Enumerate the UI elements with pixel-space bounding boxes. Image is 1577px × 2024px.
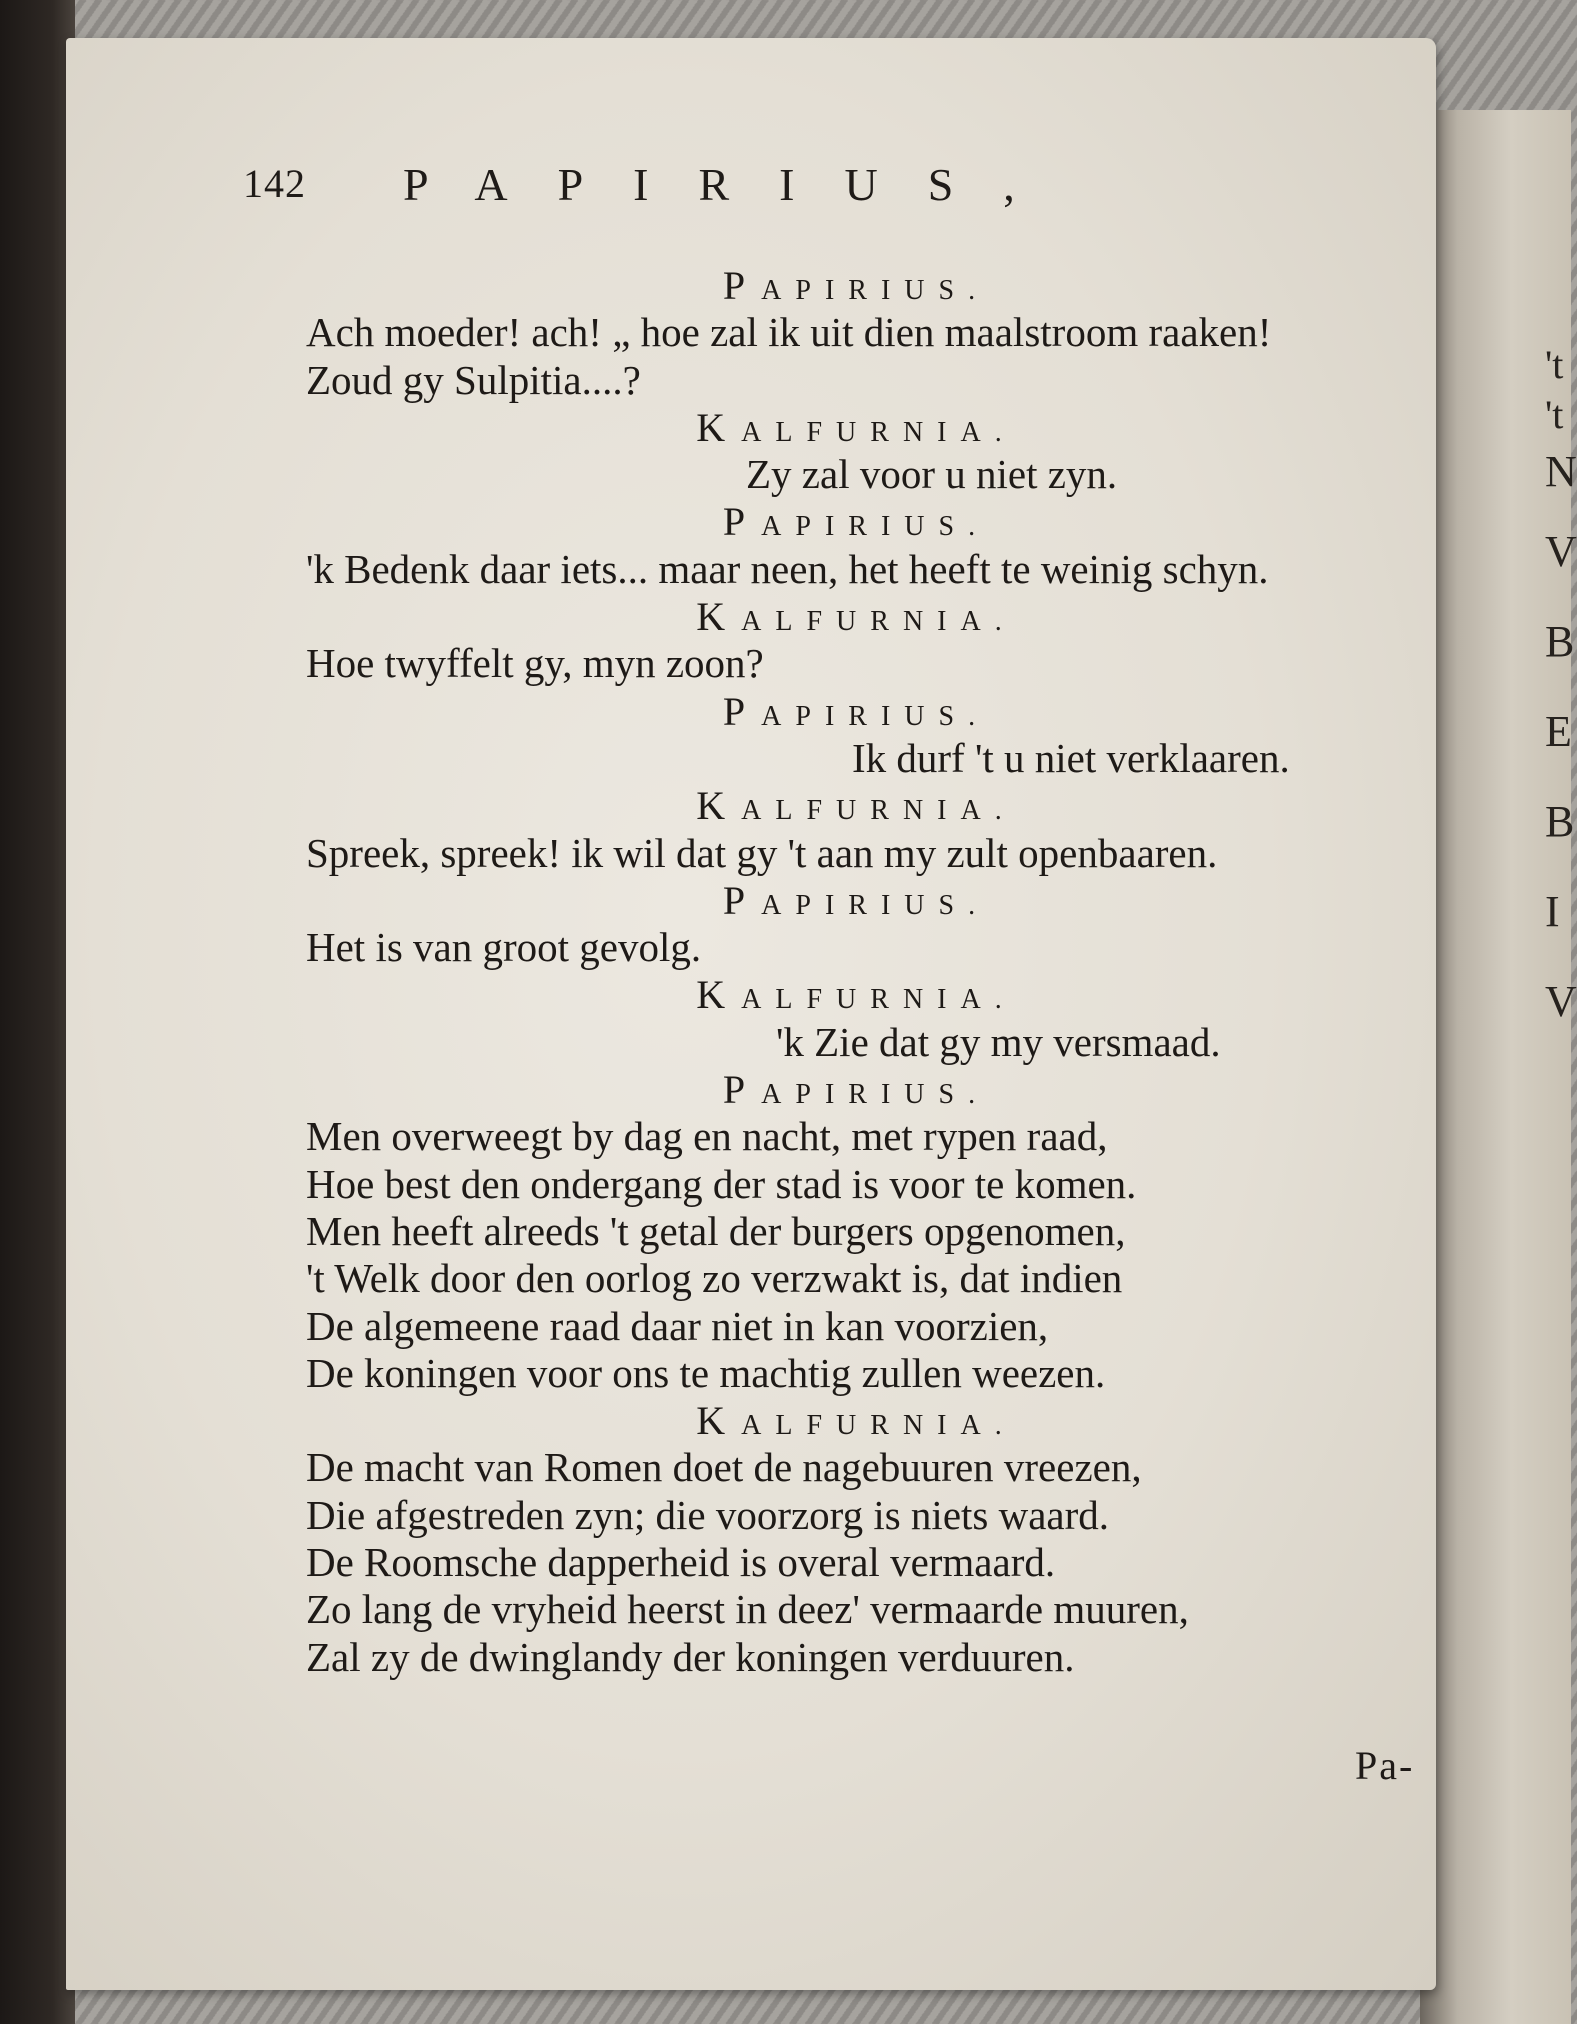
speaker-name: KALFURNIA. xyxy=(696,972,1016,1018)
speaker-name: KALFURNIA. xyxy=(696,594,1016,640)
facing-page-fragment: B xyxy=(1545,617,1575,666)
facing-page-fragment: B xyxy=(1545,797,1575,846)
speaker-name: PAPIRIUS. xyxy=(722,688,990,734)
book-shadow xyxy=(0,0,75,2024)
facing-page-fragment: N xyxy=(1545,447,1577,496)
verse-line: Spreek, spreek! ik wil dat gy 't aan my zult openbaaren. xyxy=(306,829,1218,876)
facing-page-fragment: V xyxy=(1545,527,1577,576)
verse-line: 'k Bedenk daar iets... maar neen, het heeft te weinig schyn. xyxy=(306,545,1269,592)
verse-line: De macht van Romen doet de nagebuuren vreezen, xyxy=(306,1444,1142,1491)
catchword: Pa- xyxy=(1355,1743,1415,1788)
facing-page-edge xyxy=(1420,110,1577,2024)
verse-line: Ik durf 't u niet verklaaren. xyxy=(852,734,1290,781)
verse-line: Men overweegt by dag en nacht, met rypen raad, xyxy=(306,1113,1108,1160)
verse-line: Ach moeder! ach! „ hoe zal ik uit dien maalstroom raaken! xyxy=(306,309,1272,356)
verse-line: Hoe best den ondergang der stad is voor te komen. xyxy=(306,1160,1137,1207)
facing-page-fragment: 't xyxy=(1545,342,1564,387)
speaker-name: PAPIRIUS. xyxy=(722,1067,990,1113)
verse-line: Die afgestreden zyn; die voorzorg is niets waard. xyxy=(306,1491,1110,1538)
verse-line: De algemeene raad daar niet in kan voorzien, xyxy=(306,1302,1049,1349)
verse-line: 'k Zie dat gy my versmaad. xyxy=(776,1018,1221,1065)
speaker-name: PAPIRIUS. xyxy=(722,499,990,545)
facing-page-fragment: I xyxy=(1545,887,1560,936)
speaker-name: KALFURNIA. xyxy=(696,404,1016,450)
facing-page-fragment: E xyxy=(1545,707,1572,756)
verse-line: Zal zy de dwinglandy der koningen verduuren. xyxy=(306,1633,1075,1680)
verse-line: Men heeft alreeds 't getal der burgers opgenomen, xyxy=(306,1207,1126,1254)
play-text xyxy=(306,262,1426,1681)
verse-line: Het is van groot gevolg. xyxy=(306,924,702,971)
speaker-name: KALFURNIA. xyxy=(696,783,1016,829)
facing-page-fragment: 't xyxy=(1545,392,1564,437)
page-number: 142 xyxy=(243,161,306,206)
verse-line: Hoe twyffelt gy, myn zoon? xyxy=(306,640,764,687)
verse-line: Zoud gy Sulpitia....? xyxy=(306,356,641,403)
speaker-name: PAPIRIUS. xyxy=(722,263,990,308)
running-title: PAPIRIUS, xyxy=(403,159,1065,210)
verse-line: 't Welk door den oorlog zo verzwakt is, dat indien xyxy=(306,1255,1123,1302)
verse-line: De Roomsche dapperheid is overal vermaard. xyxy=(306,1539,1056,1586)
speaker-name: KALFURNIA. xyxy=(696,1398,1016,1444)
verse-line: Zy zal voor u niet zyn. xyxy=(746,451,1118,498)
verse-line: Zo lang de vryheid heerst in deez' vermaarde muuren, xyxy=(306,1586,1189,1633)
verse-line: De koningen voor ons te machtig zullen weezen. xyxy=(306,1349,1106,1396)
speaker-name: PAPIRIUS. xyxy=(722,877,990,923)
page-header xyxy=(243,160,1233,230)
facing-page-fragment: V xyxy=(1545,977,1577,1026)
